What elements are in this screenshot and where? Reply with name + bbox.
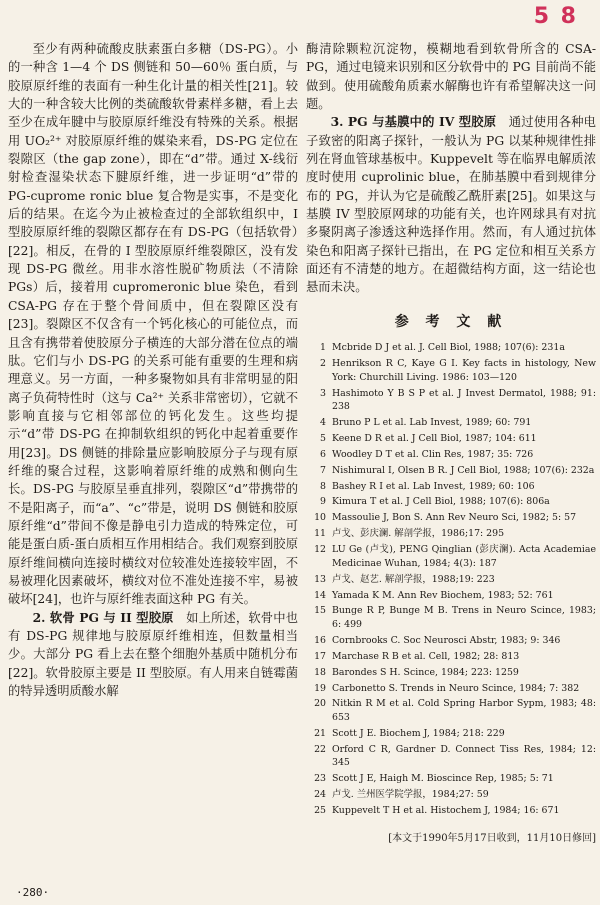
reference-number: 25 [314, 805, 326, 817]
reference-number: 10 [314, 512, 326, 524]
reference-item [306, 682, 596, 696]
reference-text: Massoulie J, Bon S. Ann Rev Neuro Sci, 1982; 5: 57 [332, 512, 577, 524]
reference-number: 20 [314, 698, 326, 710]
references-title: 参 考 文 献 [394, 313, 508, 330]
reference-text: 卢戈、彭庆澜. 解剖学报，1986;17: 295 [332, 528, 505, 540]
left-text-column [8, 40, 298, 700]
reference-number: 7 [320, 464, 326, 476]
reference-text: Barondes S H. Scince, 1984; 223: 1259 [332, 666, 519, 678]
reference-number: 23 [314, 773, 326, 785]
section-heading-cartilage: 2. 软骨 PG 与 II 型胶原 [32, 609, 174, 625]
reference-text: Henrikson R C, Kaye G I. Key facts in histology, New York: Churchill Living. 1986: 103—120 [332, 358, 599, 383]
reference-item [306, 448, 596, 462]
reference-item [306, 357, 599, 384]
reference-item [306, 573, 596, 587]
reference-number: 1 [320, 342, 326, 354]
reference-number: 18 [314, 666, 326, 678]
reference-text: Nitkin R M et al. Cold Spring Harbor Sypm, 1983; 48: 653 [332, 698, 599, 724]
reference-text: Scott J E. Biochem J, 1984; 218: 229 [332, 727, 505, 739]
paragraph-ds-pg: 至少有两种硫酸皮肤素蛋白多糖（DS-PG）。小的一种含 1—4 个 DS 侧链和 50—60％ 蛋白质，与胶原原纤维的表面有一种生化计量的相关性[21]。较大的一种含较大比例的类硫酸软骨素样多糖，看上去至少在成年腱中与胶原原纤维没有特殊的关系。根据用 UO₂²⁺ 对胶原原纤维的媒染来看，DS-PG 定位在裂隙区（the gap zone），即在“d”带。通过 X-线衍射检查湿染状态下腱原纤维，进一步证明“d”带的 PG-cuprome ronic blue 复合物是实事，不是变化后的结果。在迄今为止被检查过的全部软组织中，I 型胶原原纤维的裂隙区都存在有 DS-PG（包括软骨）[22]。相反，在骨的 I 型胶原原纤维裂隙区，没有发现 DS-PG 微丝。用非水溶性脱矿物质法（不清除 PGs）后，接着用 cupromeronic blue 染色，看到 CSA-PG 存在于整个骨间质中，但在裂隙区没有[23]。裂隙区不仅含有一个钙化核心的可能位点，而且含有携带着使胶原分子横连的大部分潜在位点的端肽。它们与小 DS-PG 的关系可能有重要的生理和病理意义。另一方面，一种多聚物如具有非常明显的阳离子负荷特性时（这与 Ca²⁺ 关系非常密切），它就不影响直接与它相邻部位的钙化发生。这些均提示“d”带 DS-PG 在抑制软组织的钙化中起着重要作用[23]。DS 侧链的排除量应影响胶原分子与现有原纤维的聚合过程，这影响着原纤维的成熟和侧向生长。DS-PG 与胶原呈垂直排列，裂隙区“d”带携带的不是阳离子，而“a”、“c”带是，说明 DS 侧链和胶原原纤维“d”带间不像是静电引力造成的特殊定位，可能是蛋白质-蛋白质相互作用相结合。我们观察到胶原原纤维间横向连接时横纹对位较准处连接较牢固，不易被理化因素破坏，横纹对位不准处连接不牢，易被破坏[24]，也许与原纤维表面这种 PG 有关。 [8, 42, 298, 607]
reference-text: LU Ge (卢戈), PENG Qinglian (彭庆澜). Acta Academiae Medicinae Wuhan, 1984; 4(3): 187 [332, 544, 599, 569]
reference-text: Carbonetto S. Trends in Neuro Scince, 1984; 7: 382 [332, 682, 580, 694]
reference-number: 9 [320, 496, 326, 508]
section-heading-basement-membrane: 3. PG 与基膜中的 IV 型胶原 [330, 114, 497, 130]
reference-number: 14 [314, 589, 326, 601]
reference-text: Mcbride D J et al. J. Cell Biol, 1988; 107(6): 231a [332, 342, 565, 354]
reference-item [306, 697, 599, 724]
reference-number: 11 [314, 528, 326, 540]
reference-item [306, 772, 596, 786]
reference-item [306, 341, 596, 355]
reference-item [306, 464, 596, 478]
reference-text: Bashey R I et al. Lab Invest, 1989; 60: 106 [332, 480, 535, 492]
reference-item [306, 511, 596, 525]
reference-text: Nishimural I, Olsen B R. J Cell Biol, 1988; 107(6): 232a [332, 464, 595, 476]
reference-item [306, 416, 596, 430]
reference-item [306, 589, 596, 603]
reference-number: 19 [314, 682, 326, 694]
reference-item [306, 804, 596, 818]
reference-number: 4 [320, 417, 326, 429]
reference-item [306, 650, 596, 664]
section-body-basement-membrane: 通过使用各种电子致密的阳离子探针，一般认为 PG 以某种规律性排列在肾血管球基板中。Kuppevelt 等在临界电解质浓度时使用 cuprolinic blue，在肺基膜中看到规律分布的 PG，并认为它是硫酸乙酰肝素[25]。如果这与基膜 IV 型胶原网球的功能有关，也许网球具有对抗多聚阴离子渗透这种选择作用。然而，有人通过抗体染色和阳离子探针已指出，在 PG 定位和相互关系方面还有不清楚的地方。在超微结构方面，这一结论也悬而未决。 [306, 115, 596, 295]
reference-text: Bruno P L et al. Lab Invest, 1989; 60: 791 [332, 417, 532, 429]
reference-item [306, 604, 599, 631]
reference-number: 3 [320, 387, 326, 399]
reference-number: 6 [320, 448, 326, 460]
reference-item [306, 527, 596, 541]
reference-text: Orford C R, Gardner D. Connect Tiss Res, 1984; 12: 345 [332, 743, 599, 769]
reference-text: Yamada K M. Ann Rev Biochem, 1983; 52: 761 [332, 589, 554, 601]
reference-text: Scott J E, Haigh M. Bioscince Rep, 1985; 5: 71 [332, 773, 554, 785]
reference-item [306, 543, 599, 570]
reference-number: 5 [320, 432, 326, 444]
reference-text: Keene D R et al. J Cell Biol, 1987; 104: 611 [332, 432, 537, 444]
reference-number: 8 [320, 480, 326, 492]
reference-item [306, 495, 596, 509]
reference-number: 17 [314, 650, 326, 662]
reference-number: 13 [314, 573, 326, 585]
received-date-note: [本文于1990年5月17日收到，11月10日修回] [388, 832, 596, 844]
reference-number: 2 [320, 358, 326, 370]
reference-item [306, 387, 599, 414]
reference-item [306, 634, 596, 648]
reference-text: Kimura T et al. J Cell Biol, 1988; 107(6): 806a [332, 496, 550, 508]
reference-number: 22 [314, 743, 326, 755]
reference-number: 16 [314, 634, 326, 646]
reference-text: 卢戈、赵艺. 解剖学报，1988;19: 223 [332, 573, 495, 585]
reference-number: 21 [314, 727, 326, 739]
reference-item [306, 727, 596, 741]
paragraph-continued: 酶清除颗粒沉淀物，模糊地看到软骨所含的 CSA-PG，通过电镜来识别和区分软骨中的 PG 目前尚不能做到。使用硫酸角质素水解酶也许有希望解决这一问题。 [306, 42, 596, 112]
footer-page-number: ·280· [16, 886, 50, 899]
reference-item [306, 480, 596, 494]
paragraph-basement-membrane [306, 113, 596, 296]
reference-text: Cornbrooks C. Soc Neurosci Abstr, 1983; 9: 346 [332, 634, 561, 646]
reference-text: Marchase R B et al. Cell, 1982; 28: 813 [332, 650, 520, 662]
paragraph-cartilage-pg [8, 609, 298, 701]
reference-text: Bunge R P, Bunge M B. Trens in Neuro Scince, 1983; 6: 499 [332, 605, 599, 630]
reference-item [306, 788, 596, 802]
right-text-column [306, 40, 599, 905]
reference-text: Kuppevelt T H et al. Histochem J, 1984; 16: 671 [332, 805, 560, 817]
reference-text: Hashimoto Y B S P et al. J Invest Dermatol, 1988; 91: 238 [332, 387, 599, 413]
reference-item [306, 666, 596, 680]
journal-page-number: 5 8 [533, 4, 578, 29]
reference-text: Woodley D T et al. Clin Res, 1987; 35: 726 [332, 448, 534, 460]
reference-item [306, 432, 596, 446]
references-list [306, 341, 599, 818]
reference-number: 15 [314, 605, 326, 617]
reference-item [306, 743, 599, 770]
reference-number: 12 [314, 544, 326, 556]
section-body-cartilage: 如上所述，软骨中也有 DS-PG 规律地与胶原原纤维相连，但数量相当少。大部分 PG 看上去在整个细胞外基质中随机分布[22]。软骨胶原主要是 II 型胶原。有人用来自链霉菌的特异透明质酸水解 [8, 610, 298, 699]
reference-number: 24 [314, 789, 326, 801]
reference-text: 卢戈. 兰州医学院学报，1984;27: 59 [332, 789, 489, 801]
